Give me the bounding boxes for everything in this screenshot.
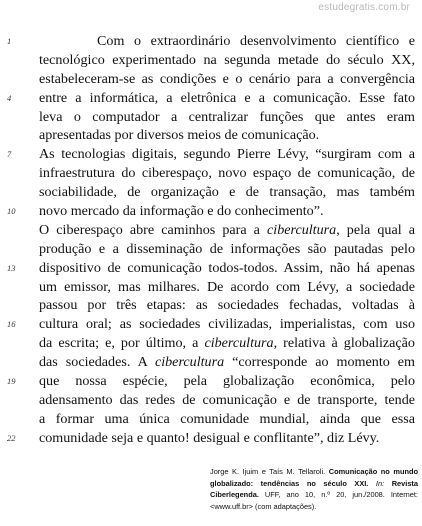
line-text: um emissor, mas milhares. De acordo com Lévy, a sociedade [39,278,415,295]
citation-details: UFF, ano 10, n.º 20, jun./2008. Internet: <www.uff.br> (com adaptações). [210,490,418,511]
text-line [39,410,415,429]
article-text [7,32,415,448]
italic-term: cibercultura [154,354,225,371]
line-text: As tecnologias digitais, segundo Pierre Lévy, “surgiram com a [39,146,415,163]
line-number: 13 [7,262,16,273]
text-line [7,32,415,51]
text-line [39,108,415,127]
italic-term: cibercultura [204,335,274,352]
text-line [7,202,415,221]
line-number: 22 [7,432,16,443]
text-line [39,278,415,297]
line-text: dispositivo de comunicação todos-todos. Assim, não há apenas [39,259,415,276]
text-line [7,372,415,391]
citation [210,466,418,512]
citation-authors: Jorge K. Ijuim e Taís M. Tellaroli. [210,467,326,476]
line-text: entre a informática, a eletrônica e a comunicação. Esse fato [39,89,415,106]
text-line [39,240,415,259]
citation-journal: Revista Ciberlegenda. [210,478,418,500]
line-text: sociabilidade, de organização e de transação, mas também [39,184,415,201]
line-text: infraestrutura do ciberespaço, novo espaço de comunicação, de [39,165,415,182]
line-text: cultura oral; as sociedades civilizadas, imperialistas, com uso [39,316,415,333]
line-text: O ciberespaço abre caminhos para a cibercultura, pela qual a [39,221,415,238]
line-number: 1 [7,36,12,46]
line-text: estabeleceram-se as condições e o cenário para a convergência [39,70,415,87]
text-line [39,353,415,372]
line-number: 19 [7,376,16,387]
text-line [7,145,415,164]
line-number: 4 [7,92,12,103]
line-text: produção e a disseminação de informações são pautadas pelo [39,240,415,257]
text-line [39,126,415,145]
line-text: novo mercado da informação e do conhecimento”. [39,203,324,220]
line-text: adensamento das redes de comunicação e de transporte, tende [39,391,415,408]
line-text: da escrita; e, por último, a cibercultura, relativa à globalização [39,335,415,352]
text-line [7,259,415,278]
text-line [39,296,415,315]
line-number: 10 [7,206,16,217]
text-line [39,334,415,353]
text-line [7,429,415,448]
line-text: apresentadas por diversos meios de comunicação. [39,127,320,144]
line-text: das sociedades. A cibercultura “corresponde ao momento em [39,354,415,371]
citation-title: Comunicação no mundo globalizado: tendências no século XXI. [210,467,418,488]
line-text: tecnológico experimentado na segunda metade do século XX, [39,51,415,68]
line-number: 16 [7,319,16,330]
line-text: leva o computador a centralizar funções que antes eram [39,108,415,125]
italic-term: cibercultura [267,221,337,238]
line-number: 7 [7,149,12,160]
line-text: que nossa espécie, pela globalização econômica, pelo [39,373,415,390]
text-line [7,315,415,334]
citation-in-label: In: [375,478,385,488]
text-line [39,391,415,410]
watermark: estudegratis.com.br [318,2,410,13]
text-line [39,221,415,240]
text-line [7,89,415,108]
line-text: Com o extraordinário desenvolvimento científico e [97,33,415,49]
line-text: comunidade seja e quanto! desigual e conflitante”, diz Lévy. [39,429,380,446]
text-line [39,51,415,70]
line-text: a formar uma única comunidade mundial, ainda que essa [39,410,415,427]
line-text: passou por três etapas: as sociedades fechadas, voltadas à [39,297,415,314]
text-line [39,70,415,89]
text-line [39,164,415,183]
text-line [39,183,415,202]
